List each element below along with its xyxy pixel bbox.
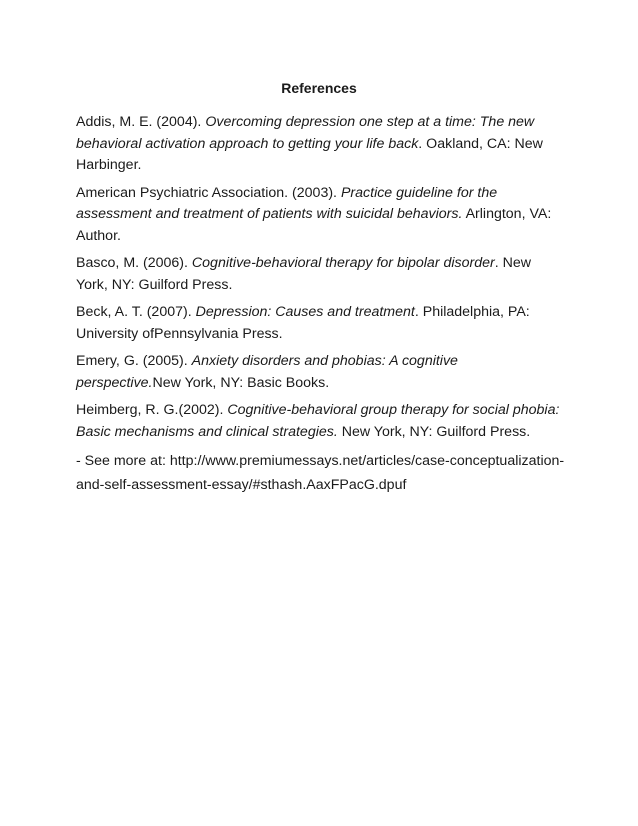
- reference-publisher: . New York, NY: Guilford Press.: [76, 255, 532, 293]
- reference-author-year: Beck, A. T. (2007).: [76, 304, 196, 320]
- reference-author-year: Emery, G. (2005).: [76, 353, 192, 369]
- reference-title: Anxiety disorders and phobias: A cognitive perspective.: [76, 353, 458, 391]
- reference-title: Overcoming depression one step at a time: The new behavioral activation approach to getting your life back: [76, 114, 535, 152]
- reference-title: Cognitive-behavioral group therapy for social phobia: Basic mechanisms and clinical strategies.: [76, 402, 560, 440]
- reference-title: Practice guideline for the assessment and treatment of patients with suicidal behaviors.: [76, 184, 498, 222]
- reference-title: Cognitive-behavioral therapy for bipolar disorder: [191, 255, 495, 271]
- reference-author-year: Basco, M. (2006).: [76, 255, 192, 271]
- reference-list: [76, 112, 566, 497]
- reference-publisher: New York, NY: Basic Books.: [152, 374, 330, 391]
- reference-entry: [76, 302, 566, 345]
- reference-entry: [76, 183, 566, 248]
- reference-entry: [76, 253, 566, 296]
- see-more-source-note: - See more at: http://www.premiumessays.net/articles/case-conceptualization-and-self-assessment-essay/#sthash.AaxFPacG.dpuf: [76, 453, 565, 493]
- reference-author-year: American Psychiatric Association. (2003).: [76, 184, 341, 201]
- reference-publisher: Arlington, VA: Author.: [76, 206, 552, 244]
- reference-author-year: Addis, M. E. (2004).: [76, 114, 206, 130]
- reference-author-year: Heimberg, R. G.(2002).: [76, 402, 228, 418]
- page-title: References: [281, 80, 357, 96]
- reference-title: Depression: Causes and treatment: [195, 304, 415, 320]
- reference-entry: [76, 400, 566, 443]
- reference-publisher: . Philadelphia, PA: University ofPennsylvania Press.: [76, 304, 530, 342]
- reference-entry: [76, 112, 566, 177]
- reference-entry: [76, 351, 566, 394]
- reference-publisher: New York, NY: Guilford Press.: [337, 423, 531, 440]
- reference-publisher: . Oakland, CA: New Harbinger.: [76, 135, 543, 173]
